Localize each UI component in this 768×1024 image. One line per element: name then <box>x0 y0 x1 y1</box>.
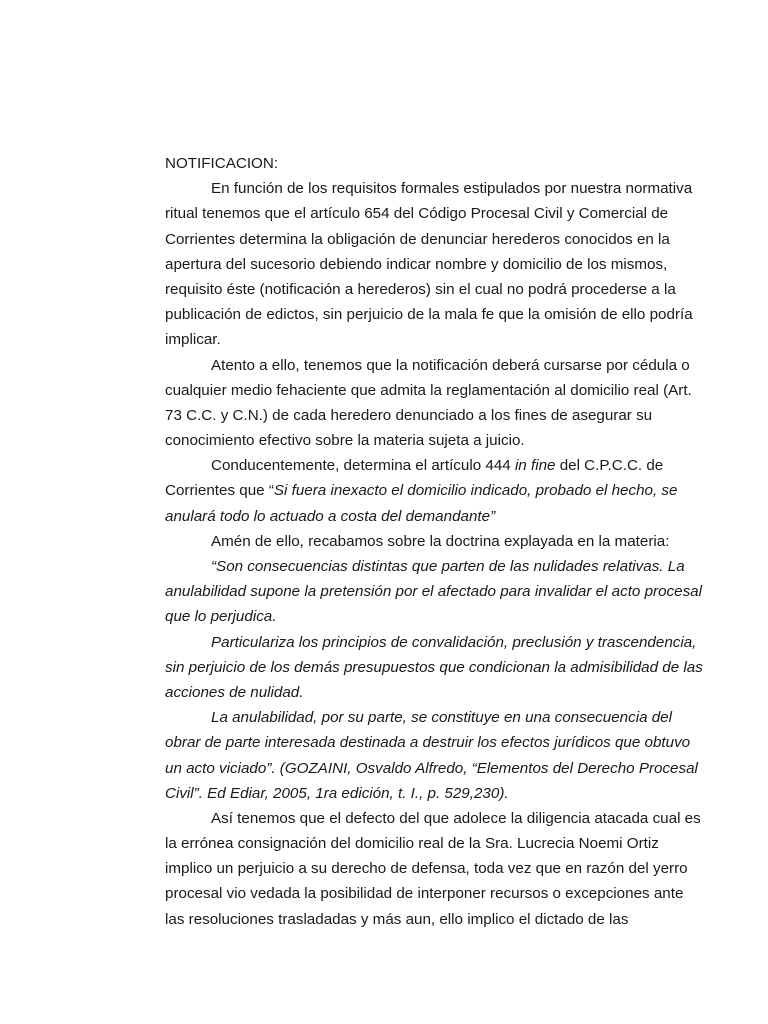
text-segment: del C.P.C.C. de <box>555 457 664 475</box>
text-segment: 73 C.C. y C.N.) de cada heredero denunciado a los fines de asegurar su <box>165 406 653 424</box>
text-segment: ritual tenemos que el artículo 654 del Código Procesal Civil y Comercial de <box>165 205 669 223</box>
italic-text-segment: anulará todo lo actuado a costa del demandante” <box>165 507 496 525</box>
italic-text-segment: La anulabilidad, por su parte, se constituye en una consecuencia del <box>211 709 673 727</box>
text-segment: procesal vio vedada la posibilidad de interponer recursos o excepciones ante <box>165 885 684 903</box>
text-segment: Amén de ello, recabamos sobre la doctrina explayada en la materia: <box>211 532 670 550</box>
text-segment: implicar. <box>165 331 221 349</box>
text-line <box>165 327 715 352</box>
text-segment: la errónea consignación del domicilio real de la Sra. Lucrecia Noemi Ortiz <box>165 835 659 853</box>
text-line <box>165 907 715 932</box>
text-line <box>165 604 715 629</box>
text-segment: requisito éste (notificación a herederos) sin el cual no podrá procederse a la <box>165 280 676 298</box>
text-line <box>165 655 715 680</box>
text-line <box>165 881 715 906</box>
text-line <box>165 504 715 529</box>
text-segment: Corrientes determina la obligación de denunciar herederos conocidos en la <box>165 230 670 248</box>
document-body <box>165 151 715 932</box>
text-line <box>165 403 715 428</box>
text-line <box>165 756 715 781</box>
text-segment: cualquier medio fehaciente que admita la reglamentación al domicilio real (Art. <box>165 381 692 399</box>
paragraph-lines <box>165 176 715 932</box>
text-line <box>165 227 715 252</box>
italic-text-segment: Si fuera inexacto el domicilio indicado, probado el hecho, se <box>273 482 678 500</box>
text-line <box>165 856 715 881</box>
text-line <box>165 478 715 503</box>
text-line <box>165 428 715 453</box>
text-line <box>165 705 715 730</box>
text-line <box>165 453 715 478</box>
text-segment: Así tenemos que el defecto del que adolece la diligencia atacada cual es <box>211 809 701 827</box>
text-segment: implico un perjuicio a su derecho de defensa, toda vez que en razón del yerro <box>165 860 688 878</box>
text-segment: Atento a ello, tenemos que la notificación deberá cursarse por cédula o <box>211 356 690 374</box>
italic-text-segment: obrar de parte interesada destinada a destruir los efectos jurídicos que obtuvo <box>165 734 691 752</box>
text-segment: las resoluciones trasladadas y más aun, ello implico el dictado de las <box>165 910 629 928</box>
text-line <box>165 831 715 856</box>
text-line <box>165 554 715 579</box>
text-line <box>165 806 715 831</box>
italic-text-segment: Civil”. Ed Ediar, 2005, 1ra edición, t. I., p. 529,230). <box>165 784 509 802</box>
text-line <box>165 630 715 655</box>
text-line <box>165 579 715 604</box>
text-segment: apertura del sucesorio debiendo indicar nombre y domicilio de los mismos, <box>165 255 668 273</box>
text-segment: Corrientes que “ <box>165 482 274 500</box>
italic-text-segment: “Son consecuencias distintas que parten de las nulidades relativas. La <box>211 558 685 575</box>
text-line <box>165 302 715 327</box>
document-heading: NOTIFICACION: <box>165 155 279 172</box>
italic-text-segment: acciones de nulidad. <box>165 683 304 701</box>
text-line <box>165 730 715 755</box>
text-line <box>165 252 715 277</box>
italic-text-segment: in fine <box>514 457 556 475</box>
text-line <box>165 680 715 705</box>
text-line <box>165 353 715 378</box>
italic-text-segment: que lo perjudica. <box>165 608 277 626</box>
text-segment: En función de los requisitos formales estipulados por nuestra normativa <box>211 180 693 198</box>
italic-text-segment: un acto viciado”. (GOZAINI, Osvaldo Alfredo, “Elementos del Derecho Procesal <box>165 759 698 777</box>
text-segment: publicación de edictos, sin perjuicio de la mala fe que la omisión de ello podría <box>165 306 693 324</box>
italic-text-segment: sin perjuicio de los demás presupuestos que condicionan la admisibilidad de las <box>165 658 703 676</box>
text-line <box>165 529 715 554</box>
text-line <box>165 277 715 302</box>
text-segment: conocimiento efectivo sobre la materia sujeta a juicio. <box>165 432 525 450</box>
text-line <box>165 176 715 201</box>
text-line <box>165 201 715 226</box>
italic-text-segment: Particulariza los principios de convalidación, preclusión y trascendencia, <box>211 633 697 651</box>
text-line <box>165 378 715 403</box>
italic-text-segment: anulabilidad supone la pretensión por el afectado para invalidar el acto procesal <box>165 583 702 601</box>
text-line <box>165 781 715 806</box>
text-segment: Conducentemente, determina el artículo 444 <box>211 457 515 475</box>
